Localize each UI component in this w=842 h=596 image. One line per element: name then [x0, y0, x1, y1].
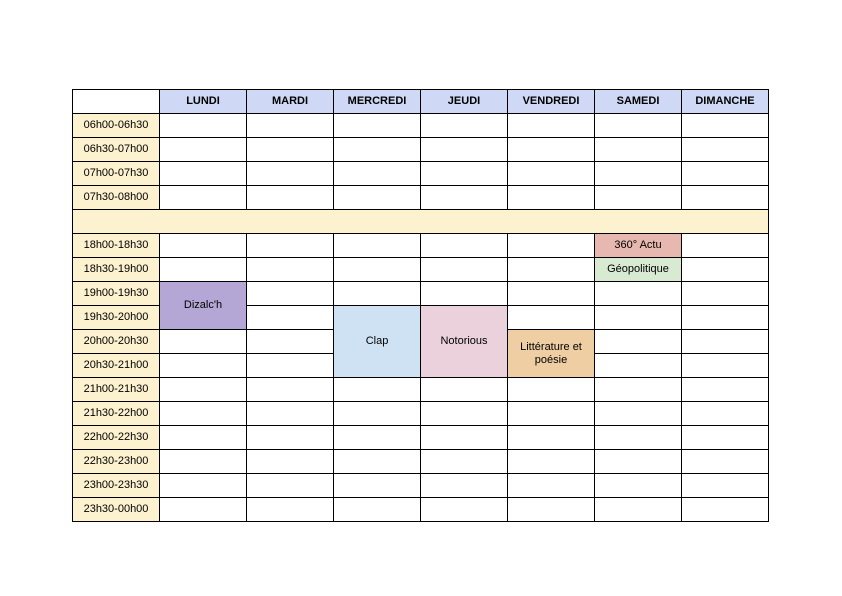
empty-cell[interactable] — [508, 186, 595, 210]
empty-cell[interactable] — [682, 258, 769, 282]
empty-cell[interactable] — [334, 162, 421, 186]
empty-cell[interactable] — [247, 114, 334, 138]
empty-cell[interactable] — [247, 234, 334, 258]
empty-cell[interactable] — [682, 378, 769, 402]
program-block[interactable]: Clap — [334, 306, 421, 378]
empty-cell[interactable] — [421, 474, 508, 498]
time-slot-label: 07h30-08h00 — [73, 186, 160, 210]
empty-cell[interactable] — [682, 450, 769, 474]
time-row — [73, 498, 769, 522]
empty-cell[interactable] — [595, 114, 682, 138]
empty-cell[interactable] — [682, 234, 769, 258]
empty-cell[interactable] — [247, 498, 334, 522]
empty-cell[interactable] — [160, 162, 247, 186]
empty-cell[interactable] — [682, 282, 769, 306]
time-row — [73, 402, 769, 426]
empty-cell[interactable] — [682, 162, 769, 186]
empty-cell[interactable] — [595, 282, 682, 306]
empty-cell[interactable] — [160, 426, 247, 450]
separator-row — [73, 210, 769, 234]
empty-cell[interactable] — [682, 474, 769, 498]
empty-cell[interactable] — [682, 330, 769, 354]
separator-band — [73, 210, 769, 234]
time-row — [73, 234, 769, 258]
time-slot-label: 20h30-21h00 — [73, 354, 160, 378]
empty-cell[interactable] — [508, 474, 595, 498]
empty-cell[interactable] — [682, 306, 769, 330]
empty-cell[interactable] — [334, 426, 421, 450]
empty-cell[interactable] — [682, 354, 769, 378]
empty-cell[interactable] — [682, 114, 769, 138]
empty-cell[interactable] — [595, 186, 682, 210]
empty-cell[interactable] — [421, 450, 508, 474]
empty-cell[interactable] — [595, 306, 682, 330]
empty-cell[interactable] — [595, 474, 682, 498]
empty-cell[interactable] — [595, 402, 682, 426]
empty-cell[interactable] — [508, 114, 595, 138]
empty-cell[interactable] — [595, 162, 682, 186]
empty-cell[interactable] — [421, 234, 508, 258]
header-row — [73, 90, 769, 114]
time-slot-label: 21h30-22h00 — [73, 402, 160, 426]
day-header-samedi: SAMEDI — [595, 90, 682, 114]
time-row — [73, 378, 769, 402]
time-slot-label: 18h30-19h00 — [73, 258, 160, 282]
time-slot-label: 19h00-19h30 — [73, 282, 160, 306]
empty-cell[interactable] — [334, 474, 421, 498]
empty-cell[interactable] — [595, 498, 682, 522]
time-row — [73, 114, 769, 138]
empty-cell[interactable] — [334, 450, 421, 474]
empty-cell[interactable] — [160, 186, 247, 210]
empty-cell[interactable] — [595, 378, 682, 402]
empty-cell[interactable] — [508, 282, 595, 306]
time-row — [73, 282, 769, 306]
time-slot-label: 22h00-22h30 — [73, 426, 160, 450]
time-slot-label: 23h00-23h30 — [73, 474, 160, 498]
empty-cell[interactable] — [682, 138, 769, 162]
empty-cell[interactable] — [334, 114, 421, 138]
empty-cell[interactable] — [334, 378, 421, 402]
empty-cell[interactable] — [247, 474, 334, 498]
empty-cell[interactable] — [160, 138, 247, 162]
empty-cell[interactable] — [247, 450, 334, 474]
empty-cell[interactable] — [334, 498, 421, 522]
empty-cell[interactable] — [421, 282, 508, 306]
time-slot-label: 20h00-20h30 — [73, 330, 160, 354]
time-slot-label: 06h00-06h30 — [73, 114, 160, 138]
day-header-dimanche: DIMANCHE — [682, 90, 769, 114]
empty-cell[interactable] — [334, 258, 421, 282]
empty-cell[interactable] — [334, 138, 421, 162]
empty-cell[interactable] — [247, 258, 334, 282]
program-block[interactable]: Notorious — [421, 306, 508, 378]
empty-cell[interactable] — [508, 138, 595, 162]
empty-cell[interactable] — [508, 378, 595, 402]
empty-cell[interactable] — [508, 450, 595, 474]
empty-cell[interactable] — [421, 162, 508, 186]
empty-cell[interactable] — [595, 450, 682, 474]
corner-cell — [73, 90, 160, 114]
empty-cell[interactable] — [421, 498, 508, 522]
empty-cell[interactable] — [160, 498, 247, 522]
empty-cell[interactable] — [508, 258, 595, 282]
empty-cell[interactable] — [247, 378, 334, 402]
empty-cell[interactable] — [247, 306, 334, 330]
empty-cell[interactable] — [682, 498, 769, 522]
empty-cell[interactable] — [508, 426, 595, 450]
day-header-vendredi: VENDREDI — [508, 90, 595, 114]
time-row — [73, 162, 769, 186]
empty-cell[interactable] — [334, 234, 421, 258]
empty-cell[interactable] — [421, 426, 508, 450]
empty-cell[interactable] — [508, 234, 595, 258]
empty-cell[interactable] — [247, 162, 334, 186]
day-header-mardi: MARDI — [247, 90, 334, 114]
empty-cell[interactable] — [682, 426, 769, 450]
empty-cell[interactable] — [247, 186, 334, 210]
empty-cell[interactable] — [595, 138, 682, 162]
time-row — [73, 426, 769, 450]
empty-cell[interactable] — [160, 378, 247, 402]
time-slot-label: 18h00-18h30 — [73, 234, 160, 258]
empty-cell[interactable] — [160, 114, 247, 138]
time-slot-label: 06h30-07h00 — [73, 138, 160, 162]
empty-cell[interactable] — [595, 330, 682, 354]
program-block[interactable]: Littérature et poésie — [508, 330, 595, 378]
empty-cell[interactable] — [160, 354, 247, 378]
empty-cell[interactable] — [421, 138, 508, 162]
empty-cell[interactable] — [160, 258, 247, 282]
empty-cell[interactable] — [160, 330, 247, 354]
time-row — [73, 186, 769, 210]
empty-cell[interactable] — [247, 402, 334, 426]
empty-cell[interactable] — [247, 354, 334, 378]
empty-cell[interactable] — [421, 114, 508, 138]
empty-cell[interactable] — [682, 186, 769, 210]
empty-cell[interactable] — [508, 498, 595, 522]
empty-cell[interactable] — [334, 186, 421, 210]
empty-cell[interactable] — [160, 474, 247, 498]
empty-cell[interactable] — [508, 402, 595, 426]
empty-cell[interactable] — [682, 402, 769, 426]
empty-cell[interactable] — [421, 186, 508, 210]
day-header-jeudi: JEUDI — [421, 90, 508, 114]
empty-cell[interactable] — [334, 282, 421, 306]
time-slot-label: 22h30-23h00 — [73, 450, 160, 474]
time-slot-label: 19h30-20h00 — [73, 306, 160, 330]
program-block[interactable]: Dizalc'h — [160, 282, 247, 330]
empty-cell[interactable] — [421, 378, 508, 402]
empty-cell[interactable] — [247, 282, 334, 306]
time-row — [73, 474, 769, 498]
time-slot-label: 07h00-07h30 — [73, 162, 160, 186]
time-row — [73, 258, 769, 282]
empty-cell[interactable] — [160, 450, 247, 474]
empty-cell[interactable] — [595, 426, 682, 450]
time-row — [73, 138, 769, 162]
empty-cell[interactable] — [508, 306, 595, 330]
program-block[interactable]: Géopolitique — [595, 258, 682, 282]
empty-cell[interactable] — [160, 402, 247, 426]
time-slot-label: 21h00-21h30 — [73, 378, 160, 402]
program-block[interactable]: 360° Actu — [595, 234, 682, 258]
empty-cell[interactable] — [595, 354, 682, 378]
empty-cell[interactable] — [160, 234, 247, 258]
empty-cell[interactable] — [421, 258, 508, 282]
day-header-mercredi: MERCREDI — [334, 90, 421, 114]
time-slot-label: 23h30-00h00 — [73, 498, 160, 522]
time-row — [73, 450, 769, 474]
empty-cell[interactable] — [247, 426, 334, 450]
empty-cell[interactable] — [421, 402, 508, 426]
empty-cell[interactable] — [247, 138, 334, 162]
schedule-grid — [72, 89, 769, 522]
empty-cell[interactable] — [334, 402, 421, 426]
day-header-lundi: LUNDI — [160, 90, 247, 114]
empty-cell[interactable] — [247, 330, 334, 354]
empty-cell[interactable] — [508, 162, 595, 186]
